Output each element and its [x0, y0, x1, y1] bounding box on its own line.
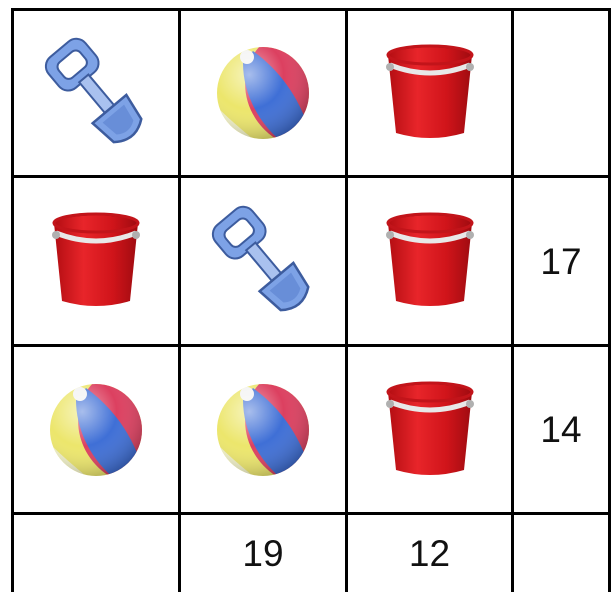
column-sum — [14, 515, 178, 592]
column-sum — [514, 515, 608, 592]
bucket-icon — [380, 209, 480, 313]
shovel-icon — [193, 196, 333, 326]
row-sum-value: 17 — [540, 240, 582, 282]
column-sum — [348, 515, 511, 592]
bucket-icon — [380, 378, 480, 482]
row-sum — [514, 178, 608, 344]
bucket-icon — [46, 209, 146, 313]
grid-cell — [14, 178, 178, 344]
row-sum — [514, 347, 608, 512]
column-sum — [181, 515, 345, 592]
grid-cell — [181, 347, 345, 512]
row-sum-value: 14 — [540, 409, 582, 450]
shovel-icon — [26, 28, 166, 158]
grid-cell — [348, 178, 511, 344]
row-sum — [514, 11, 608, 175]
beach-ball-icon — [213, 380, 313, 480]
column-sum-value: 12 — [408, 533, 451, 574]
beach-ball-icon — [213, 43, 313, 143]
grid-cell — [14, 347, 178, 512]
grid-cell — [14, 11, 178, 175]
column-sum-value: 19 — [242, 533, 284, 574]
grid-cell — [348, 11, 511, 175]
beach-ball-icon — [46, 380, 146, 480]
grid-cell — [348, 347, 511, 512]
bucket-icon — [380, 41, 480, 145]
grid-cell — [181, 178, 345, 344]
grid-cell — [181, 11, 345, 175]
